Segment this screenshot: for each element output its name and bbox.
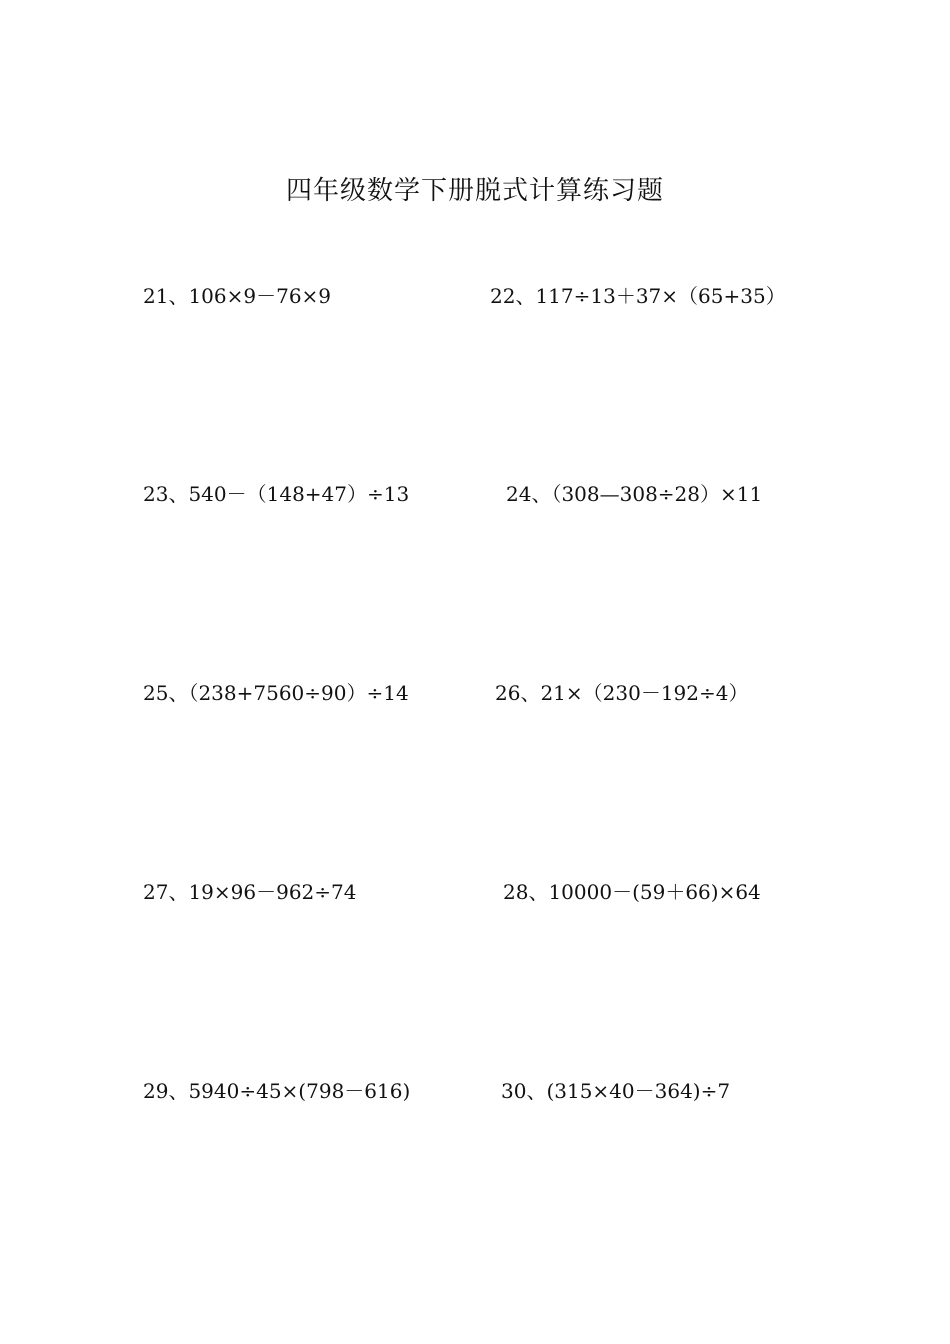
problem-30: 30、(315×40－364)÷7 bbox=[501, 1079, 731, 1103]
problem-24: 24、（308—308÷28）×11 bbox=[506, 482, 763, 506]
problem-23: 23、540－（148+47）÷13 bbox=[143, 482, 410, 506]
problem-25: 25、（238+7560÷90）÷14 bbox=[143, 681, 409, 705]
problem-26: 26、21×（230－192÷4） bbox=[495, 681, 749, 705]
problem-28: 28、10000－(59＋66)×64 bbox=[503, 880, 761, 904]
problem-22: 22、117÷13＋37×（65+35） bbox=[490, 284, 786, 308]
problem-29: 29、5940÷45×(798－616) bbox=[143, 1079, 411, 1103]
problem-21: 21、106×9－76×9 bbox=[143, 284, 332, 308]
title-text: 四年级数学下册脱式计算练习题 bbox=[285, 176, 664, 206]
problem-27: 27、19×96－962÷74 bbox=[143, 880, 357, 904]
page-title bbox=[0, 170, 950, 207]
